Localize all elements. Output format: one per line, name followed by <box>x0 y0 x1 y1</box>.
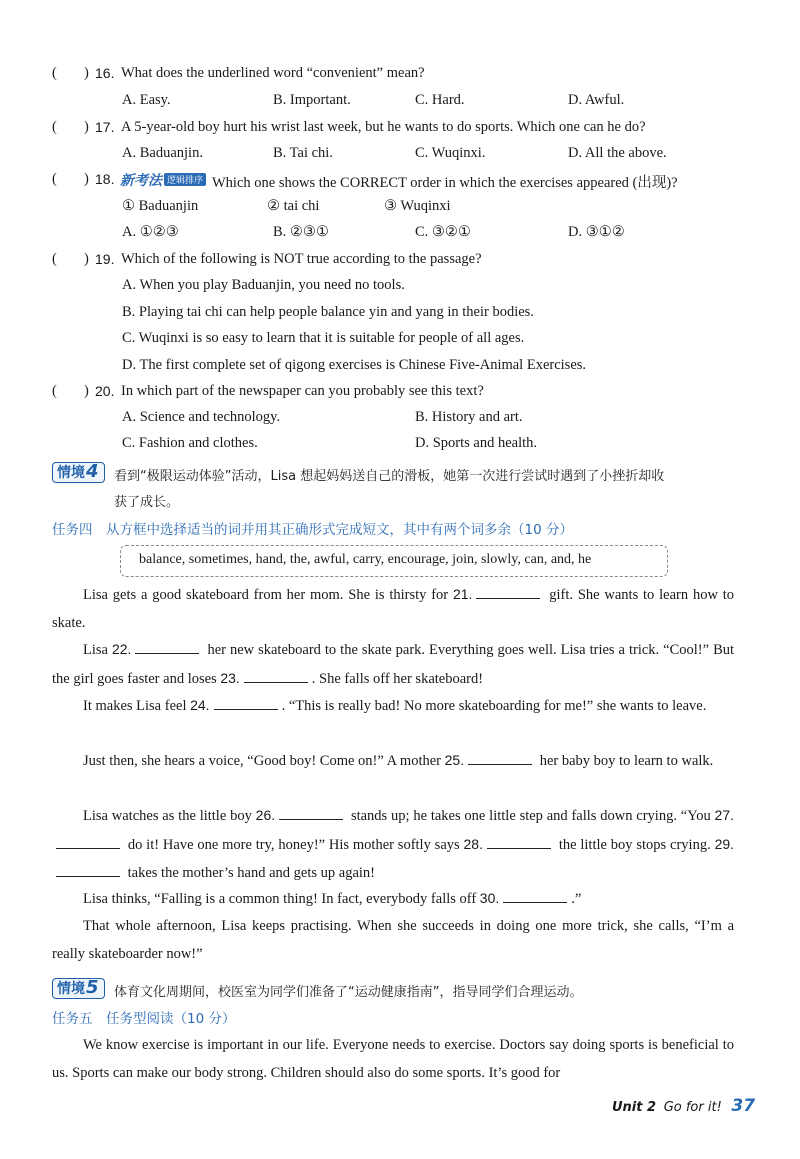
text: Lisa watches as the little boy <box>83 808 252 824</box>
task-title-text: 任务四 从方框中选择适当的词并用其正确形式完成短文，其中有两个词多余（ <box>52 522 525 538</box>
text: is beneficial to us. Sports can make our body strong. Children should also do some sports. It’s good for <box>52 1037 735 1081</box>
blank-23[interactable] <box>244 668 308 683</box>
footer-title: Go for it! <box>663 1100 722 1115</box>
option-d: D. The first complete set of qigong exercises is Chinese Five-Animal Exercises. <box>122 357 587 373</box>
answer-paren-open: ( <box>52 251 57 267</box>
question-stem: Which of the following is NOT true according to the passage? <box>121 251 482 267</box>
text: do it! Have one more try, honey!” His mother softly says <box>127 837 460 853</box>
blank-27[interactable] <box>56 834 120 849</box>
question-stem: Which one shows the CORRECT order in which the exercises appeared (出现)? <box>212 175 678 191</box>
blank-number: 27. <box>714 807 735 823</box>
text: Lisa gets a good skateboard from her mom. She is thirsty for <box>83 587 449 603</box>
option-a: A. Science and technology. <box>122 409 281 425</box>
text: her baby boy to learn to <box>539 753 678 769</box>
task-score: 10 分 <box>187 1011 222 1027</box>
question-number: 18. <box>95 171 115 187</box>
text: gift. She wants to learn <box>549 587 689 603</box>
blank-30[interactable] <box>503 888 567 903</box>
text: takes the mother’s hand and gets up again! <box>127 865 375 881</box>
passage-paragraph-1 <box>52 580 734 637</box>
text: . “This is really bad! No more skateboarding for me!” she wants to <box>281 698 669 714</box>
task-5-title <box>52 1007 235 1027</box>
text: Lisa thinks, “Falling is a common thing! In fact, everybody falls off <box>83 891 477 907</box>
question-stem: In which part of the newspaper can you probably see this text? <box>121 383 484 399</box>
blank-21[interactable] <box>476 584 540 599</box>
blank-number: 23. <box>220 670 240 686</box>
task-title-end: ） <box>221 1011 236 1027</box>
scene-badge-number: 4 <box>86 461 99 482</box>
blank-number: 26. <box>255 807 276 823</box>
new-exam-tag-label: 新考法 <box>120 173 162 189</box>
blank-number: 25. <box>444 752 465 768</box>
text: “I’m a really skateboarder now!” <box>52 918 735 962</box>
answer-paren-open: ( <box>52 119 57 135</box>
passage-paragraph-7 <box>52 912 734 968</box>
option-a: A. Baduanjin. <box>122 145 203 161</box>
option-d: D. All the above. <box>568 145 667 161</box>
scene-badge <box>52 978 105 999</box>
blank-26[interactable] <box>279 805 343 820</box>
question-number: 19. <box>95 251 115 267</box>
option-b: B. Playing tai chi can help people balance yin and yang in their bodies. <box>122 304 534 320</box>
answer-paren-close: ) <box>84 383 89 399</box>
question-number: 16. <box>95 65 115 81</box>
blank-number: 30. <box>479 890 500 906</box>
item-2: ② tai chi <box>267 198 320 214</box>
blank-28[interactable] <box>487 834 551 849</box>
blank-number: 21. <box>452 586 473 602</box>
page-number: 37 <box>731 1096 756 1116</box>
text: the little boy <box>558 837 633 853</box>
page-footer <box>612 1096 755 1116</box>
option-d: D. Sports and health. <box>415 435 538 451</box>
passage-paragraph-2 <box>52 635 734 693</box>
text: “Cool!” But the girl goes faster and loses <box>52 642 735 687</box>
item-1: ① Baduanjin <box>122 198 199 214</box>
passage-paragraph-3 <box>52 691 734 720</box>
scene-badge-label: 情境 <box>57 981 85 997</box>
scene-text-line1: 看到“极限运动体验”活动，Lisa 想起妈妈送自己的滑板，她第一次进行尝试时遇到了小挫折却收 <box>114 469 665 484</box>
answer-paren-close: ) <box>84 119 89 135</box>
blank-number: 22. <box>111 641 132 657</box>
option-c: C. Wuqinxi. <box>415 145 486 161</box>
option-b: B. History and art. <box>415 409 523 425</box>
text: .” <box>571 891 582 907</box>
passage-paragraph-5 <box>52 801 734 887</box>
text: It makes Lisa feel <box>83 698 187 714</box>
text: “You <box>680 808 711 824</box>
option-d: D. ③①② <box>568 224 625 240</box>
answer-paren-open: ( <box>52 65 57 81</box>
footer-unit: Unit 2 <box>612 1100 657 1115</box>
option-b: B. Tai chi. <box>273 145 333 161</box>
new-exam-tag-sub: 逻辑排序 <box>164 173 206 186</box>
question-number: 17. <box>95 119 115 135</box>
text: That whole afternoon, Lisa keeps practising. When she succeeds in doing one more trick, she calls, <box>83 918 689 934</box>
option-a: A. ①②③ <box>122 224 179 240</box>
option-c: C. Hard. <box>415 92 465 108</box>
word-box <box>120 545 668 577</box>
text: We know exercise is important in our life. Everyone needs to exercise. Doctors say doing sports <box>83 1037 645 1053</box>
text: Lisa <box>83 642 108 658</box>
option-a: A. Easy. <box>122 92 171 108</box>
answer-paren-close: ) <box>84 251 89 267</box>
text: leave. <box>672 698 707 714</box>
blank-24[interactable] <box>214 695 278 710</box>
blank-number: 29. <box>714 836 735 852</box>
answer-paren-open: ( <box>52 383 57 399</box>
scene-badge <box>52 462 105 483</box>
passage-paragraph-6 <box>52 884 734 913</box>
blank-number: 24. <box>190 697 210 713</box>
text: stands up; he takes one little step and falls down crying. <box>350 808 677 824</box>
text: stops crying. <box>636 837 711 853</box>
answer-paren-open: ( <box>52 171 57 187</box>
text: . She falls off her skateboard! <box>311 671 484 687</box>
item-3: ③ Wuqinxi <box>384 198 451 214</box>
text: walk. <box>681 753 714 769</box>
question-number: 20. <box>95 383 115 399</box>
option-d: D. Awful. <box>568 92 625 108</box>
task-5-passage <box>52 1031 734 1087</box>
text: her new skateboard to the skate park. Everything goes well. Lisa tries a trick. <box>207 642 660 658</box>
scene-badge-label: 情境 <box>57 465 85 481</box>
task-title-end: ） <box>559 522 573 538</box>
blank-29[interactable] <box>56 862 120 877</box>
option-a: A. When you play Baduanjin, you need no tools. <box>122 277 405 293</box>
answer-paren-close: ) <box>84 171 89 187</box>
option-b: B. Important. <box>273 92 351 108</box>
text: Just then, she hears a voice, “Good boy! Come on!” A mother <box>83 753 441 769</box>
scene-text: 体育文化周期间，校医室为同学们准备了“运动健康指南”，指导同学们合理运动。 <box>114 985 583 1000</box>
task-score: 10 分 <box>524 522 560 538</box>
question-stem: What does the underlined word “convenient” mean? <box>121 65 425 81</box>
option-b: B. ②③① <box>273 224 329 240</box>
blank-number: 28. <box>463 836 483 852</box>
option-c: C. Fashion and clothes. <box>122 435 258 451</box>
scene-text-line2: 获了成长。 <box>114 495 180 510</box>
answer-paren-close: ) <box>84 65 89 81</box>
new-exam-tag <box>120 170 206 190</box>
task-title-text: 任务五 任务型阅读（ <box>52 1011 187 1027</box>
question-stem: A 5-year-old boy hurt his wrist last week, but he wants to do sports. Which one can he do? <box>121 119 646 135</box>
text: how to skate. <box>52 587 735 631</box>
task-4-title <box>52 518 573 538</box>
scene-badge-number: 5 <box>86 977 99 998</box>
option-c: C. Wuqinxi is so easy to learn that it is suitable for people of all ages. <box>122 330 525 346</box>
word-box-words: balance, sometimes, hand, the, awful, carry, encourage, join, slowly, can, and, he <box>139 552 592 567</box>
option-c: C. ③②① <box>415 224 471 240</box>
blank-22[interactable] <box>135 639 199 654</box>
blank-25[interactable] <box>468 750 532 765</box>
passage-paragraph-4 <box>52 746 734 775</box>
